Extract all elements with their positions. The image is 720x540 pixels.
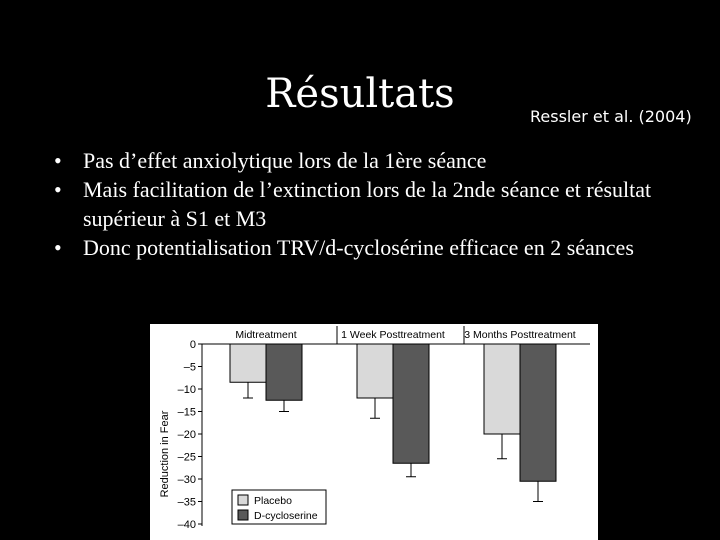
chart-container [150, 324, 598, 540]
citation: Ressler et al. (2004) [530, 107, 692, 126]
bullet-item [54, 146, 694, 175]
y-tick-label: –35 [177, 496, 196, 509]
bullet-text: Donc potentialisation TRV/d-cyclosérine efficace en 2 séances [83, 235, 634, 260]
fear-reduction-chart [150, 324, 598, 540]
y-tick-label: –15 [177, 406, 196, 419]
y-tick-label: –20 [177, 429, 196, 441]
y-tick-label: –10 [177, 384, 196, 396]
y-tick-label: –40 [177, 519, 196, 531]
bullet-glyph: • [54, 148, 62, 173]
category-label: 1 Week Posttreatment [341, 329, 445, 341]
bar-d-cycloserine [266, 344, 302, 400]
category-label: 3 Months Posttreatment [464, 329, 576, 341]
bar-d-cycloserine [520, 344, 556, 481]
bullet-list [54, 146, 694, 262]
bar-placebo [484, 344, 520, 434]
legend-swatch [238, 495, 248, 505]
y-tick-label: –5 [183, 361, 196, 374]
legend-label: D-cycloserine [254, 510, 318, 522]
y-tick-label: –30 [177, 474, 196, 486]
bar-d-cycloserine [393, 344, 429, 463]
bar-placebo [357, 344, 393, 398]
bullet-text: Mais facilitation de l’extinction lors de la 2nde séance et résultat supérieur à S1 et M3 [83, 177, 652, 231]
y-axis-label: Reduction in Fear [159, 410, 171, 498]
bar-placebo [230, 344, 266, 382]
bullet-glyph: • [54, 177, 62, 202]
y-tick-label: –25 [177, 451, 196, 464]
bullet-text: Pas d’effet anxiolytique lors de la 1ère séance [83, 148, 487, 173]
bullet-item [54, 175, 694, 233]
legend-label: Placebo [254, 495, 292, 507]
bullet-item [54, 233, 694, 262]
bullet-glyph: • [54, 235, 62, 260]
category-label: Midtreatment [235, 329, 297, 341]
slide-title: Résultats [265, 71, 455, 117]
y-tick-label: 0 [189, 339, 196, 351]
legend-swatch [238, 510, 248, 520]
